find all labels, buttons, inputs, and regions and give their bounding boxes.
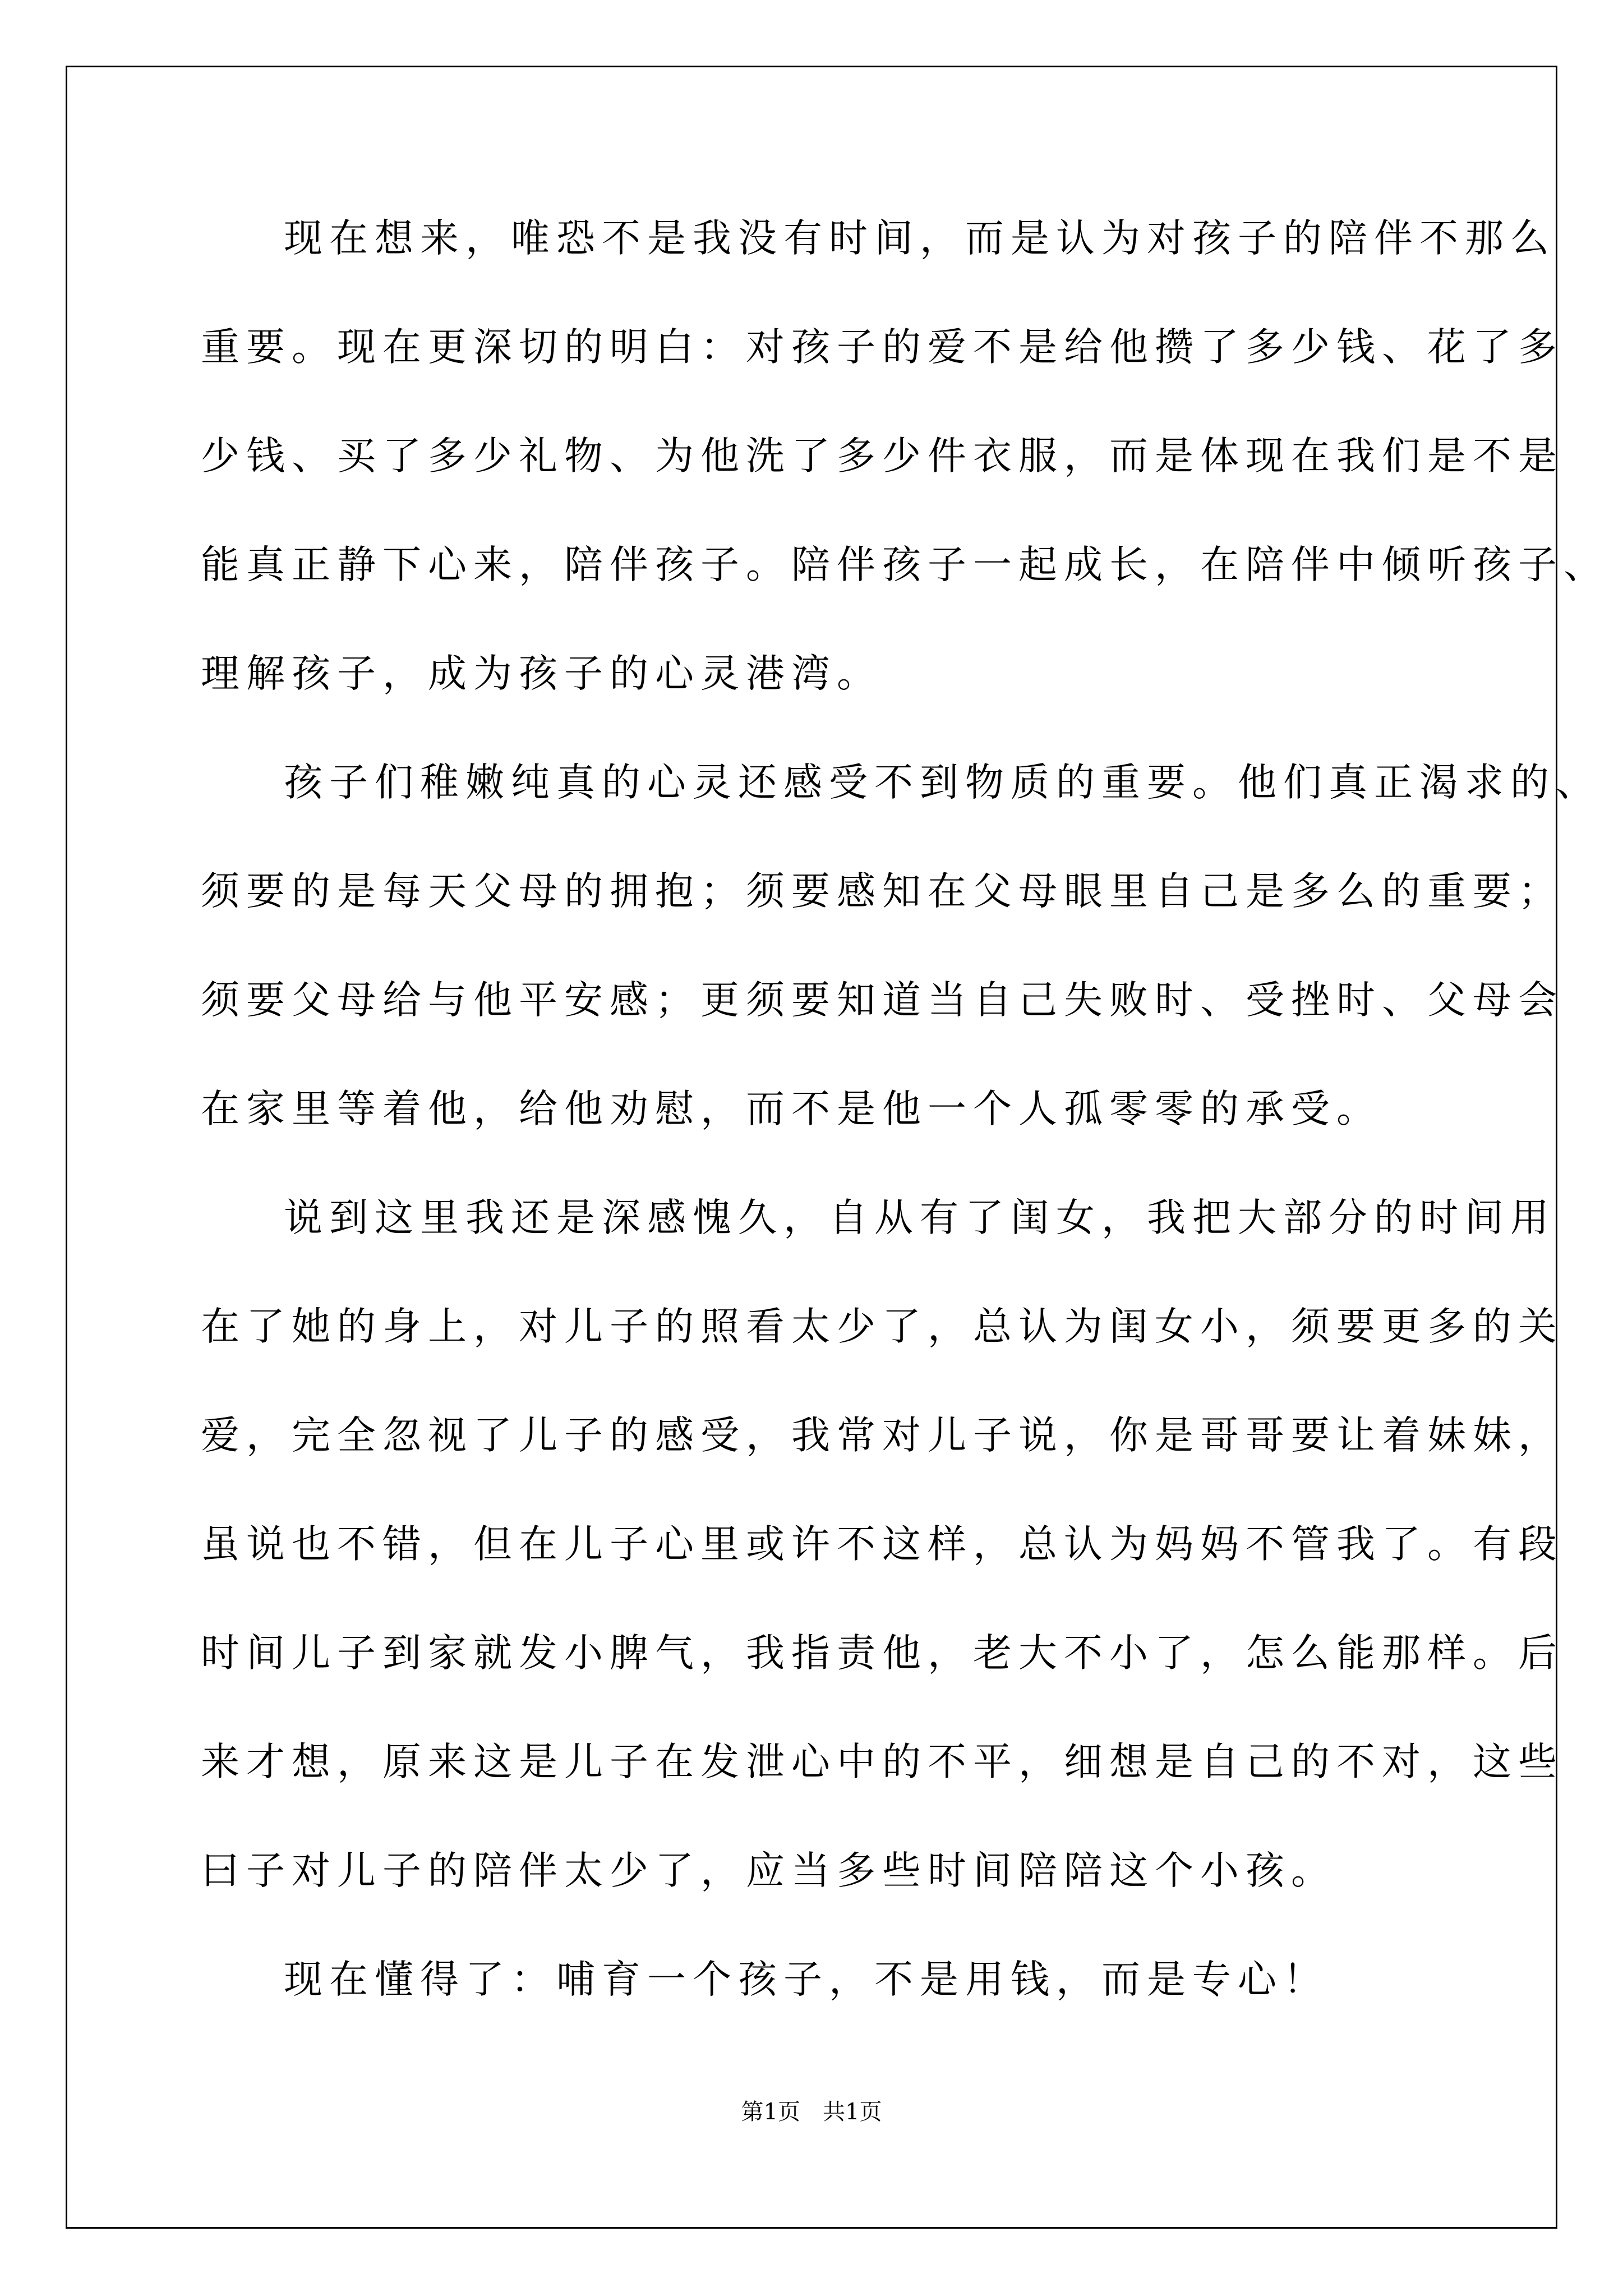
page-number-total: 共1页 — [823, 2099, 882, 2125]
paragraph-3-line-7: 曰子对儿子的陪伴太少了，应当多些时间陪陪这个小孩。 — [201, 1848, 1336, 1893]
document-body — [201, 216, 1609, 2069]
paragraph-1-line-5: 理解孩子，成为孩子的心灵港湾。 — [201, 651, 882, 696]
paragraph-2-line-3: 须要父母给与他平安感；更须要知道当自己失败时、受挫时、父母会 — [201, 978, 1564, 1023]
paragraph-3-line-6: 来才想，原来这是儿子在发泄心中的不平，细想是自己的不对，这些 — [201, 1740, 1564, 1784]
paragraph-3-line-3: 爱，完全忽视了儿子的感受，我常对儿子说，你是哥哥要让着妹妹， — [201, 1413, 1564, 1458]
page-number-current: 第1页 — [741, 2099, 800, 2125]
page-footer — [0, 2101, 1623, 2123]
paragraph-2-line-1: 孩子们稚嫩纯真的心灵还感受不到物质的重要。他们真正渴求的、 — [284, 760, 1601, 805]
paragraph-3-line-4: 虽说也不错，但在儿子心里或许不这样，总认为妈妈不管我了。有段 — [201, 1522, 1564, 1567]
paragraph-2-line-2: 须要的是每天父母的拥抱；须要感知在父母眼里自己是多么的重要； — [201, 869, 1564, 914]
paragraph-3-line-5: 时间儿子到家就发小脾气，我指责他，老大不小了，怎么能那样。后 — [201, 1631, 1564, 1676]
paragraph-1-line-1: 现在想来，唯恐不是我没有时间，而是认为对孩子的陪伴不那么 — [284, 216, 1556, 261]
paragraph-1-line-4: 能真正静下心来，陪伴孩子。陪伴孩子一起成长，在陪伴中倾听孩子、 — [201, 542, 1609, 587]
paragraph-1-line-3: 少钱、买了多少礼物、为他洗了多少件衣服，而是体现在我们是不是 — [201, 434, 1564, 478]
paragraph-3-line-1: 说到这里我还是深感愧久，自从有了闺女，我把大部分的时间用 — [284, 1195, 1556, 1240]
paragraph-2-line-4: 在家里等着他，给他劝慰，而不是他一个人孤零零的承受。 — [201, 1087, 1382, 1131]
paragraph-4-line-1: 现在懂得了：哺育一个孩子，不是用钱，而是专心！ — [284, 1957, 1329, 2002]
paragraph-1-line-2: 重要。现在更深切的明白：对孩子的爱不是给他攒了多少钱、花了多 — [201, 325, 1564, 370]
paragraph-3-line-2: 在了她的身上，对儿子的照看太少了，总认为闺女小，须要更多的关 — [201, 1304, 1564, 1349]
